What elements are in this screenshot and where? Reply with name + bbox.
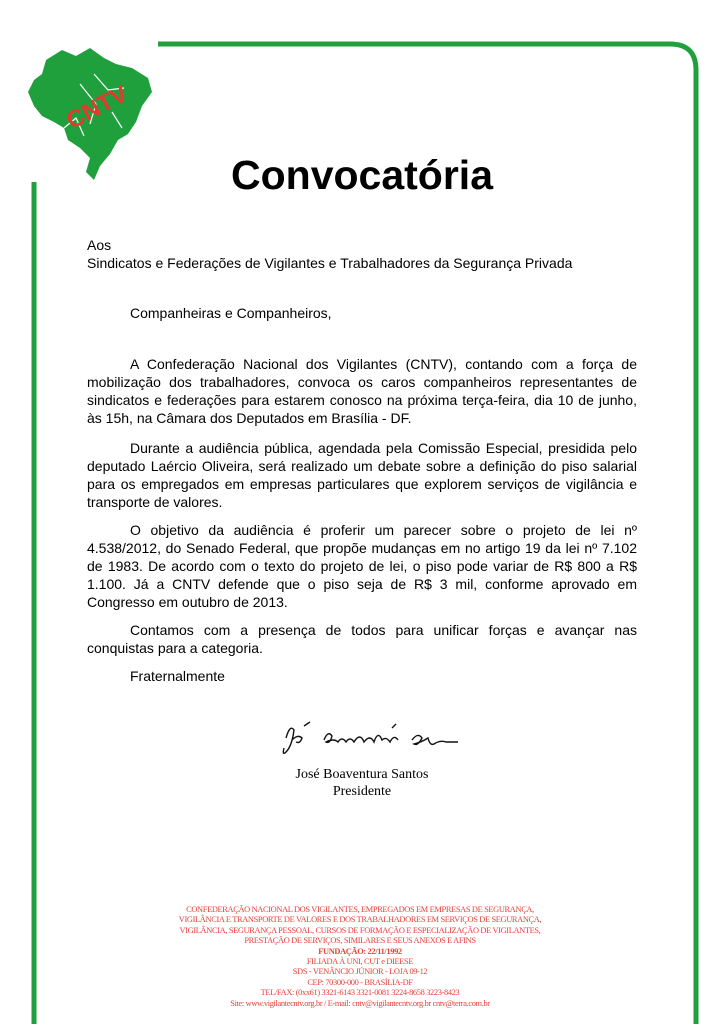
footer-organization [120, 905, 600, 957]
page-title: Convocatória [231, 152, 493, 198]
recipient-line-1: Aos [87, 237, 112, 253]
recipient-block [87, 236, 572, 272]
footer-cep: CEP: 70300-000 - BRASÍLIA-DF [307, 977, 413, 987]
closing: Fraternalmente [130, 668, 225, 684]
footer-line: CONFEDERAÇÃO NACIONAL DOS VIGILANTES, EMPREGADOS EM EMPRESAS DE SEGURANÇA, [186, 905, 534, 914]
footer-line: VIGILÂNCIA, SEGURANÇA PESSOAL, CURSOS DE FORMAÇÃO E ESPECIALIZAÇÃO DE VIGILANTES, [179, 925, 541, 935]
paragraph-3: O objetivo da audiência é proferir um parecer sobre o projeto de lei nº 4.538/2012, do Senado Federal, que propõe mudanças em no artigo 19 da lei nº 7.102 de 1983. De acordo com o texto do projeto de lei, o piso pode variar de R$ 800 a R$ 1.100. Já a CNTV defende que o piso seja de R$ 3 mil, conforme aprovado em Congresso em outubro de 2013. [87, 522, 637, 610]
footer-foundation: FUNDAÇÃO: 22/11/1992 [318, 946, 402, 956]
signer-name: José Boaventura Santos [295, 767, 429, 782]
footer-line: VIGILÂNCIA E TRANSPORTE DE VALORES E DOS TRABALHADORES EM SERVIÇOS DE SEGURANÇA, [178, 915, 542, 925]
salutation: Companheiras e Companheiros, [130, 305, 332, 321]
paragraph-4: Contamos com a presença de todos para unificar forças e avançar nas conquistas para a categoria. [87, 622, 637, 656]
footer-address: SDS - VENÂNCIO JÚNIOR - LOJA 09-12 [292, 967, 428, 977]
footer-web-email: Site: www.vigilantecntv.org.br / E-mail: cntv@vigilantecntv.org.br cntv@terra.com.br [230, 998, 490, 1008]
footer-phone: TEL/FAX: (0xx61) 3321-6143 3321-0081 3224-8658 3223-8423 [260, 988, 460, 998]
signature [278, 716, 468, 758]
recipient-line-2: Sindicatos e Federações de Vigilantes e Trabalhadores da Segurança Privada [87, 255, 573, 271]
paragraph-1: A Confederação Nacional dos Vigilantes (CNTV), contando com a força de mobilização dos trabalhadores, convoca os caros companheiros representantes de sindicatos e federações para estarem conosco na próxima terça-feira, dia 10 de junho, às 15h, na Câmara dos Deputados em Brasília - DF. [87, 356, 637, 426]
footer-contact [120, 957, 600, 1009]
footer-line: PRESTAÇÃO DE SERVIÇOS, SIMILARES E SEUS ANEXOS E AFINS [244, 936, 476, 946]
signer-role: Presidente [332, 784, 392, 799]
paragraph-2: Durante a audiência pública, agendada pela Comissão Especial, presidida pelo deputado Laércio Oliveira, será realizado um debate sobre a definição do piso salarial para os empregados em empresas particulares que explorem serviços de vigilância e transporte de valores. [87, 440, 637, 510]
footer-line: FILIADA À UNI, CUT e DIEESE [306, 957, 414, 966]
logo-text: CNTV [62, 80, 133, 135]
